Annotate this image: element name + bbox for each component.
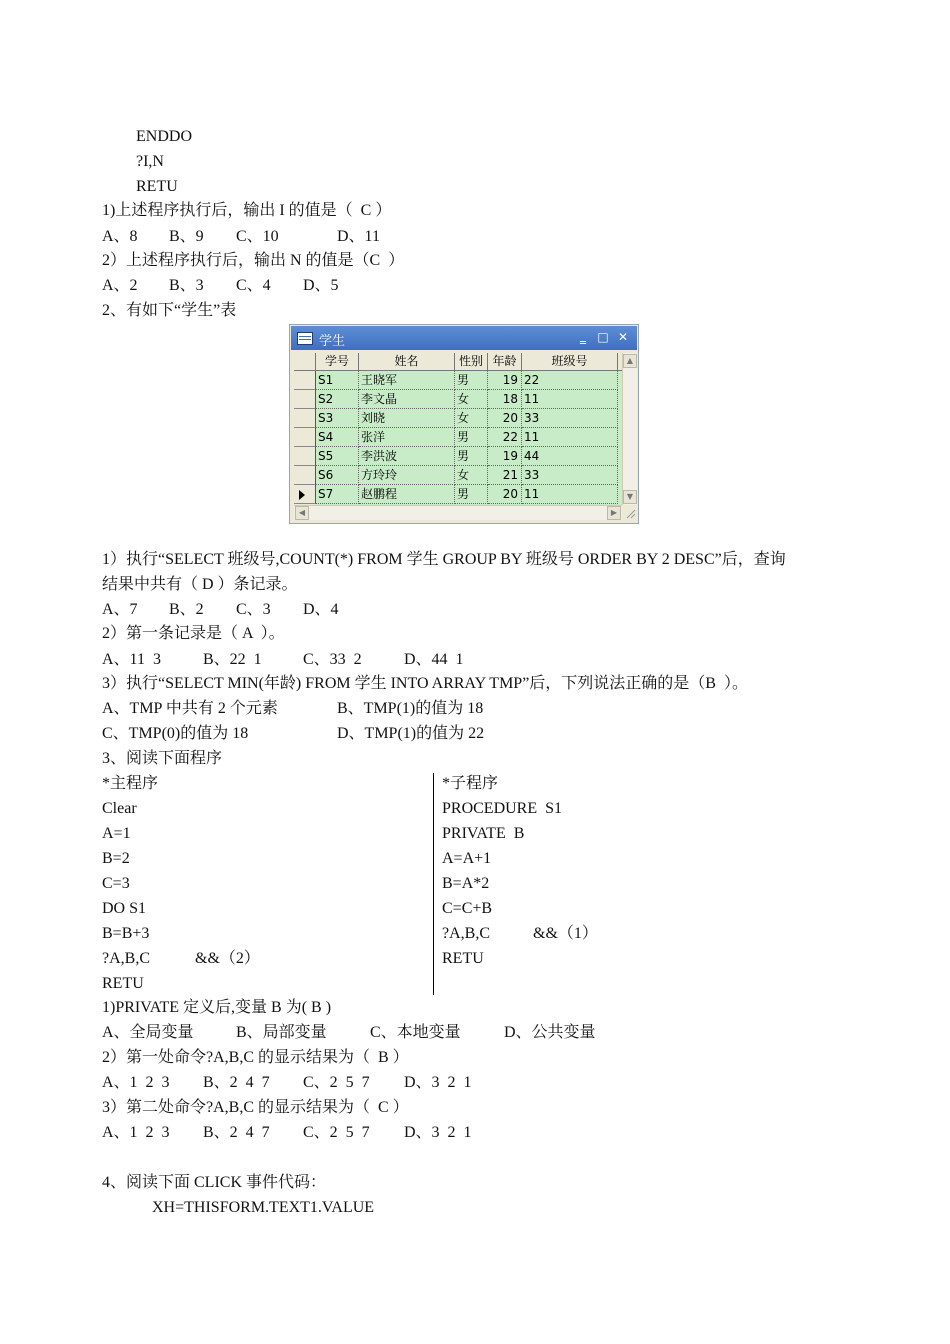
grid-cell[interactable]: 男 — [455, 485, 488, 504]
q3-sub2-option-d: D、3 2 1 — [404, 1074, 472, 1091]
q2-sub1-question-line2: 结果中共有（ D ）条记录。 — [102, 576, 298, 593]
main-program-comment: &&（2） — [195, 950, 260, 967]
grid-cell[interactable]: 男 — [455, 447, 488, 466]
column-header-class[interactable]: 班级号 — [522, 353, 618, 370]
header-corner — [294, 353, 316, 370]
column-header-gender[interactable]: 性别 — [455, 353, 488, 370]
grid-cell[interactable]: 22 — [522, 371, 618, 390]
q1-sub2-option-c: C、4 — [236, 277, 271, 294]
grid-cell[interactable]: 19 — [488, 371, 522, 390]
code-line: B=2 — [102, 850, 130, 867]
grid-header — [294, 353, 622, 371]
window-titlebar[interactable] — [291, 326, 637, 350]
q2-sub1-option-d: D、4 — [303, 601, 339, 618]
grid-body — [316, 371, 622, 505]
grid-cell[interactable]: 22 — [488, 428, 522, 447]
q3-sub1-question: 1)PRIVATE 定义后,变量 B 为( B ) — [102, 999, 332, 1016]
grid-cell[interactable]: 18 — [488, 390, 522, 409]
grid-cell[interactable]: 11 — [522, 428, 618, 447]
q2-sub3-question: 3）执行“SELECT MIN(年龄) FROM 学生 INTO ARRAY TMP”后，下列说法正确的是（B ）。 — [102, 675, 748, 692]
grid-cell[interactable]: S3 — [316, 409, 359, 428]
grid-cell[interactable]: 33 — [522, 466, 618, 485]
grid-cell[interactable]: S2 — [316, 390, 359, 409]
code-line: RETU — [102, 975, 144, 992]
code-line: *子程序 — [442, 775, 499, 792]
resize-grip-icon[interactable] — [624, 507, 636, 519]
record-selector[interactable] — [294, 390, 316, 409]
q1-sub1-option-b: B、9 — [169, 228, 204, 245]
q2-sub2-question: 2）第一条记录是（ A ）。 — [102, 625, 285, 642]
q2-heading: 2、有如下“学生”表 — [102, 302, 237, 319]
q1-sub2-question: 2）上述程序执行后，输出 N 的值是（C ） — [102, 252, 405, 269]
column-header-name[interactable]: 姓名 — [359, 353, 455, 370]
code-line: C=C+B — [442, 900, 493, 917]
code-line: *主程序 — [102, 775, 159, 792]
grid-cell[interactable]: S5 — [316, 447, 359, 466]
q3-sub3-option-d: D、3 2 1 — [404, 1124, 472, 1141]
grid-cell[interactable]: 20 — [488, 485, 522, 504]
grid-cell[interactable]: 11 — [522, 390, 618, 409]
scroll-right-icon[interactable]: ▶ — [607, 506, 621, 520]
grid-cell[interactable]: 李洪波 — [359, 447, 455, 466]
code-line: A=A+1 — [442, 850, 492, 867]
grid-cell[interactable]: 赵鹏程 — [359, 485, 455, 504]
code-line: RETU — [442, 950, 484, 967]
grid-cell[interactable]: 11 — [522, 485, 618, 504]
record-selector[interactable] — [294, 485, 316, 504]
column-header-xh[interactable]: 学号 — [316, 353, 359, 370]
scroll-up-icon[interactable]: ▲ — [623, 354, 637, 368]
record-selector[interactable] — [294, 409, 316, 428]
code-line-retu: RETU — [136, 178, 178, 195]
column-header-age[interactable]: 年龄 — [488, 353, 522, 370]
q2-sub2-option-a: A、11 3 — [102, 651, 161, 668]
q3-sub3-option-b: B、2 4 7 — [203, 1124, 270, 1141]
record-selector[interactable] — [294, 371, 316, 390]
q3-sub3-option-a: A、1 2 3 — [102, 1124, 170, 1141]
q2-sub2-option-b: B、22 1 — [203, 651, 262, 668]
current-row-pointer-icon — [299, 490, 305, 500]
code-line: B=A*2 — [442, 875, 490, 892]
grid-cell[interactable]: 男 — [455, 371, 488, 390]
q4-code-line: XH=THISFORM.TEXT1.VALUE — [152, 1199, 375, 1216]
record-selector[interactable] — [294, 466, 316, 485]
window-title: 学生 — [319, 334, 346, 349]
q1-sub2-option-d: D、5 — [303, 277, 339, 294]
code-line: ?A,B,C — [102, 950, 150, 967]
grid-cell[interactable]: 刘晓 — [359, 409, 455, 428]
record-selector-column — [294, 371, 316, 505]
q2-sub1-option-a: A、7 — [102, 601, 138, 618]
code-line: B=B+3 — [102, 925, 150, 942]
minimize-icon[interactable]: ‗ — [580, 330, 586, 344]
column-divider — [433, 773, 434, 995]
q2-sub2-option-c: C、33 2 — [303, 651, 362, 668]
grid-cell[interactable]: 女 — [455, 390, 488, 409]
close-icon[interactable]: ✕ — [617, 330, 629, 344]
q3-sub1-option-d: D、公共变量 — [504, 1024, 596, 1041]
q3-sub1-option-a: A、全局变量 — [102, 1024, 194, 1041]
q3-sub1-option-b: B、局部变量 — [236, 1024, 327, 1041]
grid-cell[interactable]: 19 — [488, 447, 522, 466]
q3-sub1-option-c: C、本地变量 — [370, 1024, 461, 1041]
q2-sub3-option-c: C、TMP(0)的值为 18 — [102, 725, 249, 742]
grid-cell[interactable]: 女 — [455, 409, 488, 428]
grid-cell[interactable]: 21 — [488, 466, 522, 485]
record-selector[interactable] — [294, 428, 316, 447]
q2-sub1-question-line1: 1）执行“SELECT 班级号,COUNT(*) FROM 学生 GROUP BY 班级号 ORDER BY 2 DESC”后，查询 — [102, 551, 786, 568]
code-line: PROCEDURE S1 — [442, 800, 563, 817]
q2-sub3-option-d: D、TMP(1)的值为 22 — [337, 725, 485, 742]
grid-cell[interactable]: 44 — [522, 447, 618, 466]
q3-sub2-option-c: C、2 5 7 — [303, 1074, 370, 1091]
code-line: DO S1 — [102, 900, 147, 917]
grid-cell[interactable]: 方玲玲 — [359, 466, 455, 485]
sub-program-comment: &&（1） — [533, 925, 598, 942]
q3-sub2-option-b: B、2 4 7 — [203, 1074, 270, 1091]
q3-sub3-question: 3）第二处命令?A,B,C 的显示结果为（ C ） — [102, 1099, 409, 1116]
student-table-window[interactable] — [289, 324, 639, 524]
code-line-enddo: ENDDO — [136, 128, 192, 145]
maximize-icon[interactable]: □ — [597, 330, 609, 344]
grid-cell[interactable]: 李文晶 — [359, 390, 455, 409]
q3-sub2-question: 2）第一处命令?A,B,C 的显示结果为（ B ） — [102, 1049, 409, 1066]
code-line: ?A,B,C — [442, 925, 490, 942]
grid-cell[interactable]: 20 — [488, 409, 522, 428]
grid-cell[interactable]: S4 — [316, 428, 359, 447]
q2-sub3-option-a: A、TMP 中共有 2 个元素 — [102, 700, 278, 717]
grid-cell[interactable]: S6 — [316, 466, 359, 485]
record-selector[interactable] — [294, 447, 316, 466]
grid-cell[interactable]: S1 — [316, 371, 359, 390]
q4-heading: 4、阅读下面 CLICK 事件代码： — [102, 1174, 327, 1191]
grid-cell[interactable]: 王晓军 — [359, 371, 455, 390]
grid-cell[interactable]: 张洋 — [359, 428, 455, 447]
q2-sub1-option-c: C、3 — [236, 601, 271, 618]
code-line: Clear — [102, 800, 137, 817]
grid-cell[interactable]: 33 — [522, 409, 618, 428]
grid-cell[interactable]: S7 — [316, 485, 359, 504]
code-line-print: ?I,N — [136, 153, 164, 170]
q2-sub1-option-b: B、2 — [169, 601, 204, 618]
code-line: PRIVATE B — [442, 825, 525, 842]
q1-sub2-option-b: B、3 — [169, 277, 204, 294]
q3-heading: 3、阅读下面程序 — [102, 750, 223, 767]
vertical-scrollbar[interactable] — [622, 353, 637, 505]
horizontal-scrollbar[interactable] — [294, 505, 622, 520]
q1-sub1-option-c: C、10 — [236, 228, 279, 245]
grid-cell[interactable]: 男 — [455, 428, 488, 447]
code-line: A=1 — [102, 825, 131, 842]
q2-sub2-option-d: D、44 1 — [404, 651, 464, 668]
q3-sub2-option-a: A、1 2 3 — [102, 1074, 170, 1091]
code-line: C=3 — [102, 875, 130, 892]
data-grid[interactable] — [294, 353, 622, 505]
q1-sub1-option-d: D、11 — [337, 228, 380, 245]
q1-sub2-option-a: A、2 — [102, 277, 138, 294]
scroll-down-icon[interactable]: ▼ — [623, 490, 637, 504]
q1-sub1-option-a: A、8 — [102, 228, 138, 245]
q3-sub3-option-c: C、2 5 7 — [303, 1124, 370, 1141]
scroll-left-icon[interactable]: ◀ — [295, 506, 309, 520]
grid-cell[interactable]: 女 — [455, 466, 488, 485]
q2-sub3-option-b: B、TMP(1)的值为 18 — [337, 700, 484, 717]
q1-sub1-question: 1)上述程序执行后，输出 I 的值是（ C ） — [102, 202, 392, 219]
table-icon — [297, 332, 313, 345]
